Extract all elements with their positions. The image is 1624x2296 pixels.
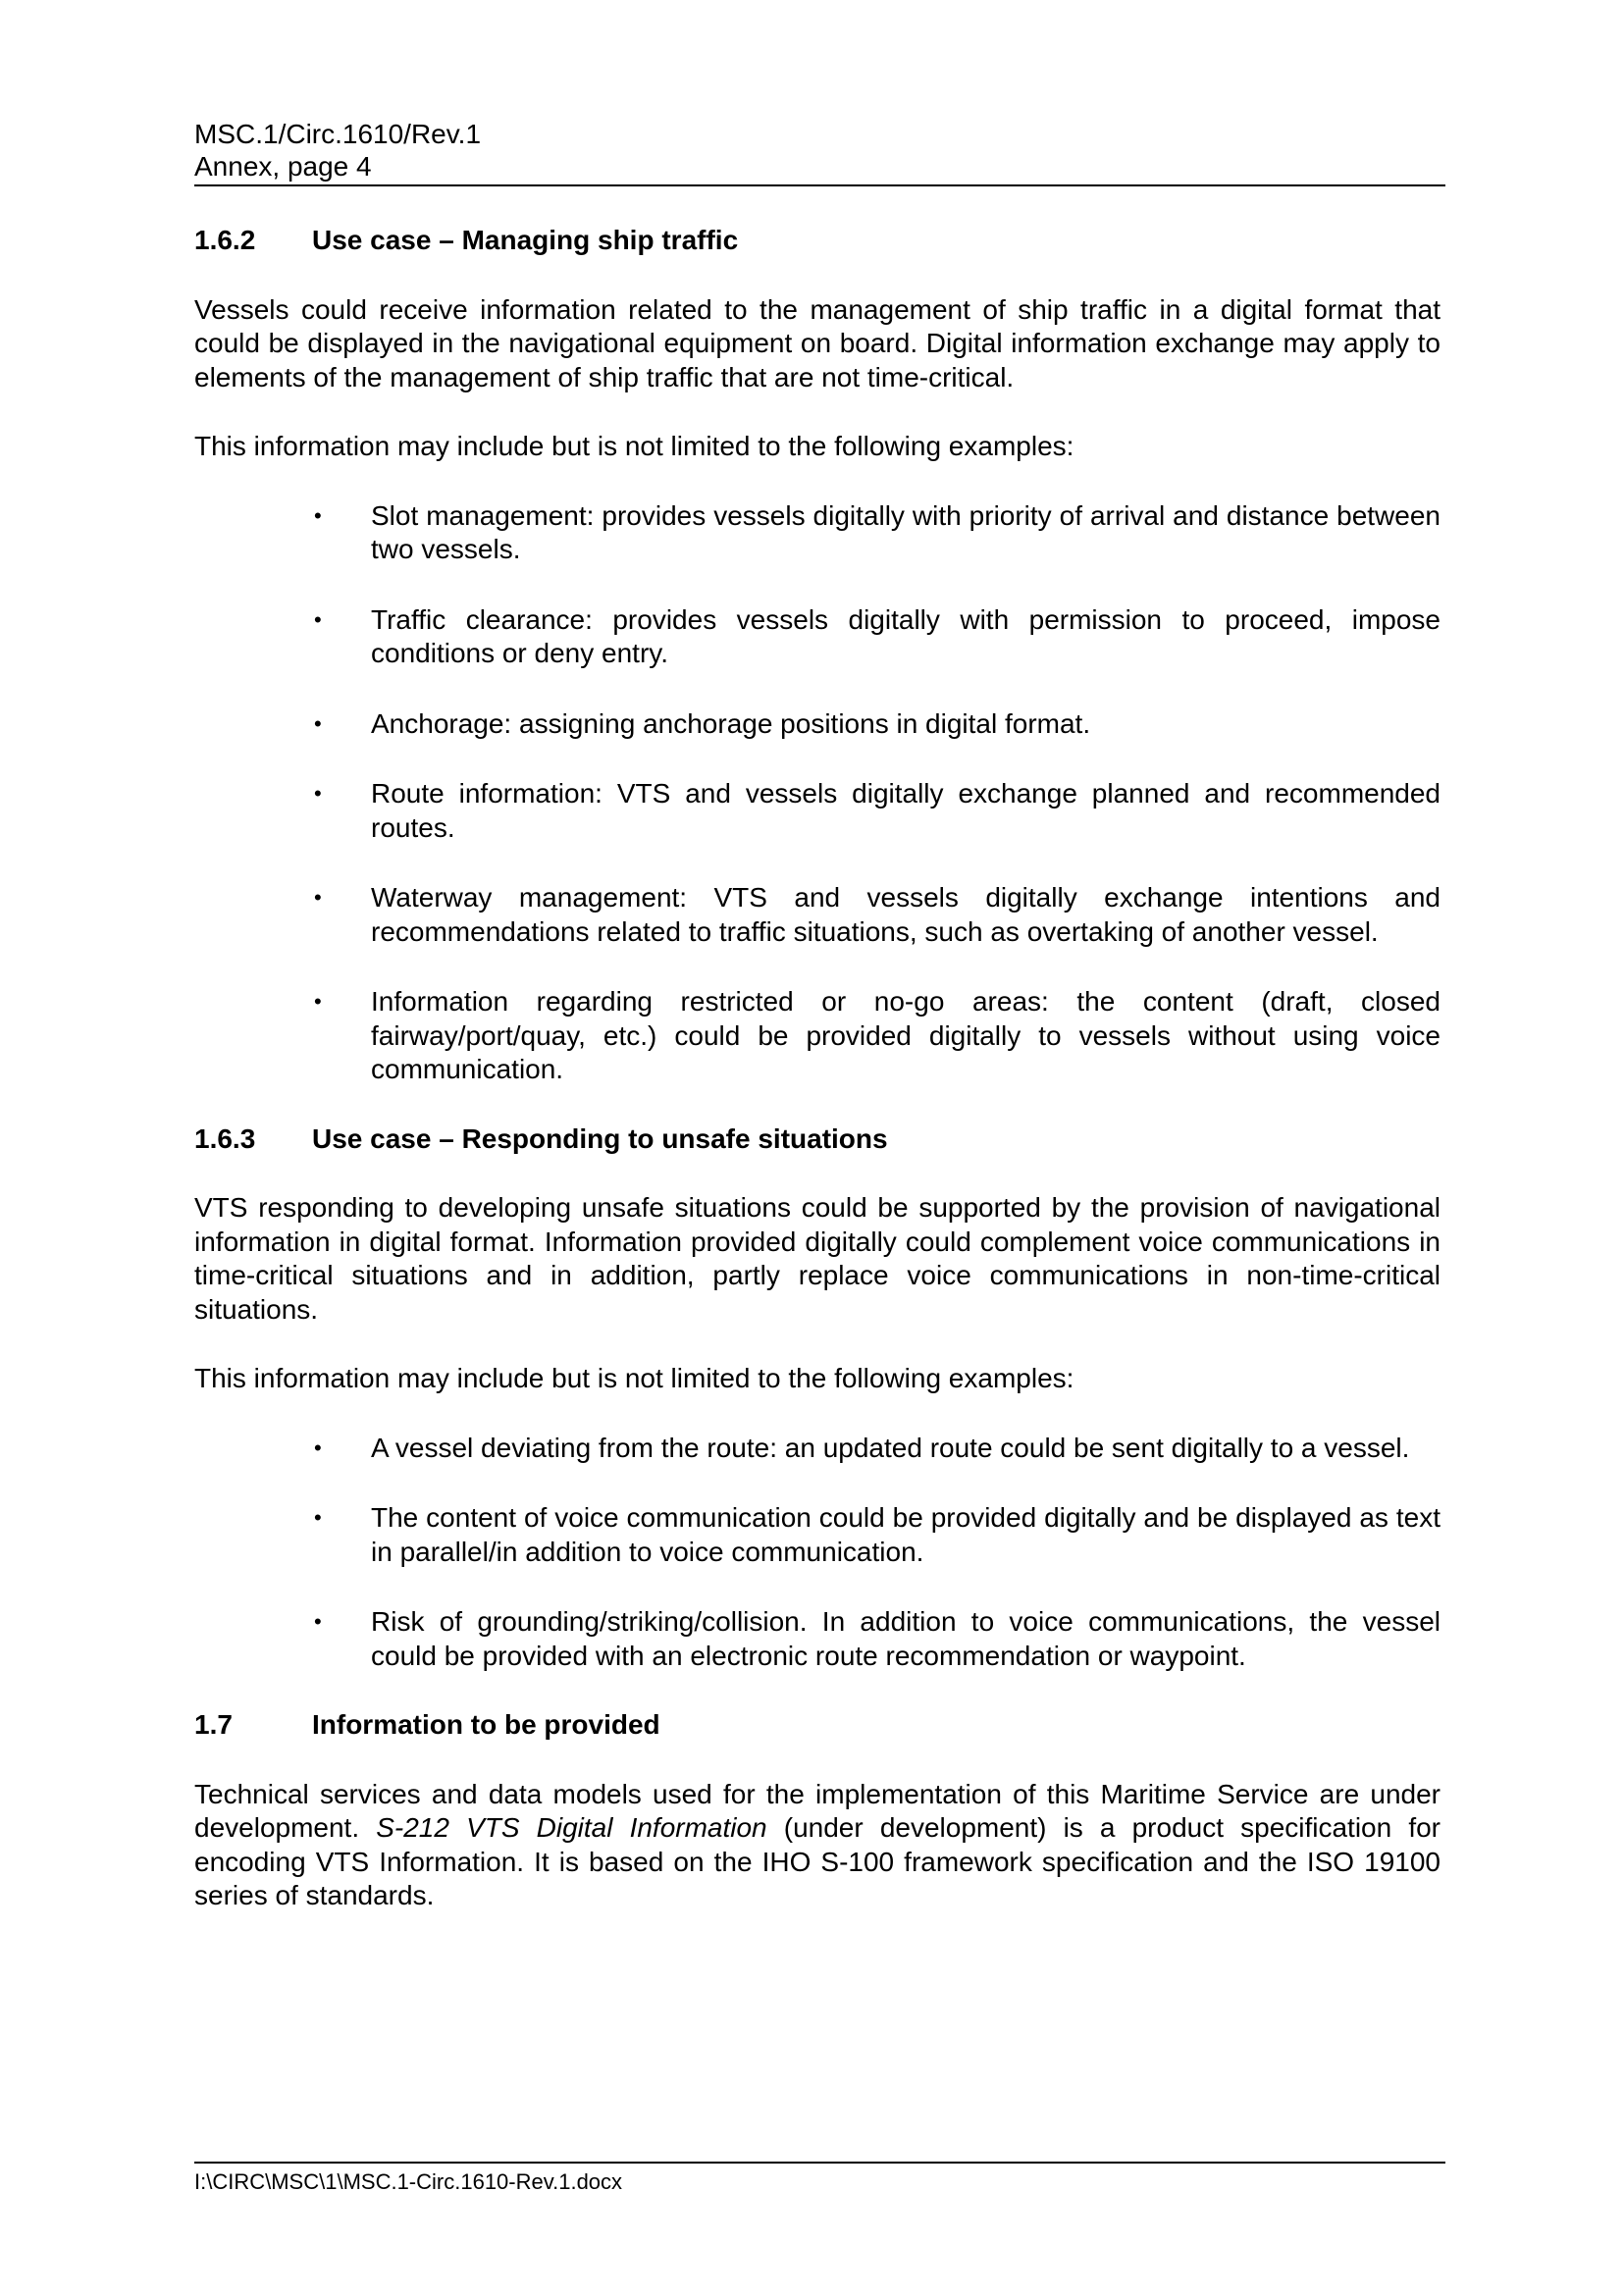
list-item: • The content of voice communication could be provided digitally and be displayed as text in parallel/in addition to voice communication. bbox=[314, 1502, 1441, 1567]
list-item: • Information regarding restricted or no-go areas: the content (draft, closed fairway/port/quay, etc.) could be provided digitally to vessels without using voice communication. bbox=[314, 986, 1441, 1084]
list-item: • Waterway management: VTS and vessels digitally exchange intentions and recommendations related to traffic situations, such as overtaking of another vessel. bbox=[314, 882, 1441, 947]
bullet-icon: • bbox=[314, 710, 322, 736]
list-item: • Route information: VTS and vessels digitally exchange planned and recommended routes. bbox=[314, 778, 1441, 843]
section-title: Use case – Responding to unsafe situations bbox=[312, 1122, 888, 1154]
section-heading-1-6-2 bbox=[194, 224, 1441, 258]
bullet-list bbox=[194, 1432, 1441, 1674]
page-reference: Annex, page 4 bbox=[194, 151, 372, 182]
bullet-icon: • bbox=[314, 606, 322, 632]
list-item: • Anchorage: assigning anchorage positions in digital format. bbox=[194, 707, 1441, 742]
bullet-list bbox=[194, 499, 1441, 1087]
section-title: Use case – Managing ship traffic bbox=[312, 225, 739, 255]
section-number: 1.6.3 bbox=[194, 1122, 256, 1154]
section-title: Information to be provided bbox=[312, 1709, 660, 1740]
section-number: 1.7 bbox=[194, 1709, 233, 1740]
paragraph: Vessels could receive information related to the management of ship traffic in a digital format that could be displayed in the navigational equipment on board. Digital information exchange may apply to elements of the management of ship traffic that are not time-critical. bbox=[194, 293, 1441, 392]
standard-reference: S-212 VTS Digital Information bbox=[376, 1812, 767, 1843]
document-body bbox=[194, 224, 1441, 1913]
bullet-icon: • bbox=[314, 502, 322, 528]
section-number: 1.6.2 bbox=[194, 225, 256, 255]
bullet-icon: • bbox=[314, 781, 322, 806]
page-header bbox=[194, 118, 1445, 186]
list-item: • Traffic clearance: provides vessels digitally with permission to proceed, impose conditions or deny entry. bbox=[314, 603, 1441, 668]
list-item: • Slot management: provides vessels digitally with priority of arrival and distance between two vessels. bbox=[314, 499, 1441, 564]
list-item: • A vessel deviating from the route: an updated route could be sent digitally to a vessel. bbox=[194, 1432, 1441, 1466]
paragraph: Technical services and data models used for the implementation of this Maritime Service are under development. S-212 VTS Digital Information (under development) is a product specification for encoding VTS Information. It is based on the IHO S-100 framework specification and the ISO 19100 series of standards. bbox=[194, 1778, 1441, 1910]
bullet-icon: • bbox=[314, 989, 322, 1014]
bullet-icon: • bbox=[314, 1609, 322, 1634]
page-footer bbox=[194, 2162, 1445, 2195]
paragraph: VTS responding to developing unsafe situations could be supported by the provision of navigational information in digital format. Information provided digitally could complement voice communications in time-critical situations and in addition, partly replace voice communications in non-time-critical situations. bbox=[194, 1192, 1441, 1325]
bullet-icon: • bbox=[314, 885, 322, 910]
file-path: I:\CIRC\MSC\1\MSC.1-Circ.1610-Rev.1.docx bbox=[194, 2169, 623, 2194]
bullet-icon: • bbox=[314, 1505, 322, 1530]
paragraph: This information may include but is not limited to the following examples: bbox=[194, 431, 1074, 461]
section-heading-1-7 bbox=[194, 1708, 1441, 1743]
paragraph: This information may include but is not limited to the following examples: bbox=[194, 1363, 1074, 1393]
section-heading-1-6-3 bbox=[194, 1122, 1441, 1157]
list-item: • Risk of grounding/striking/collision. In addition to voice communications, the vessel could be provided with an electronic route recommendation or waypoint. bbox=[314, 1606, 1441, 1671]
document-reference: MSC.1/Circ.1610/Rev.1 bbox=[194, 119, 482, 149]
bullet-icon: • bbox=[314, 1435, 322, 1460]
